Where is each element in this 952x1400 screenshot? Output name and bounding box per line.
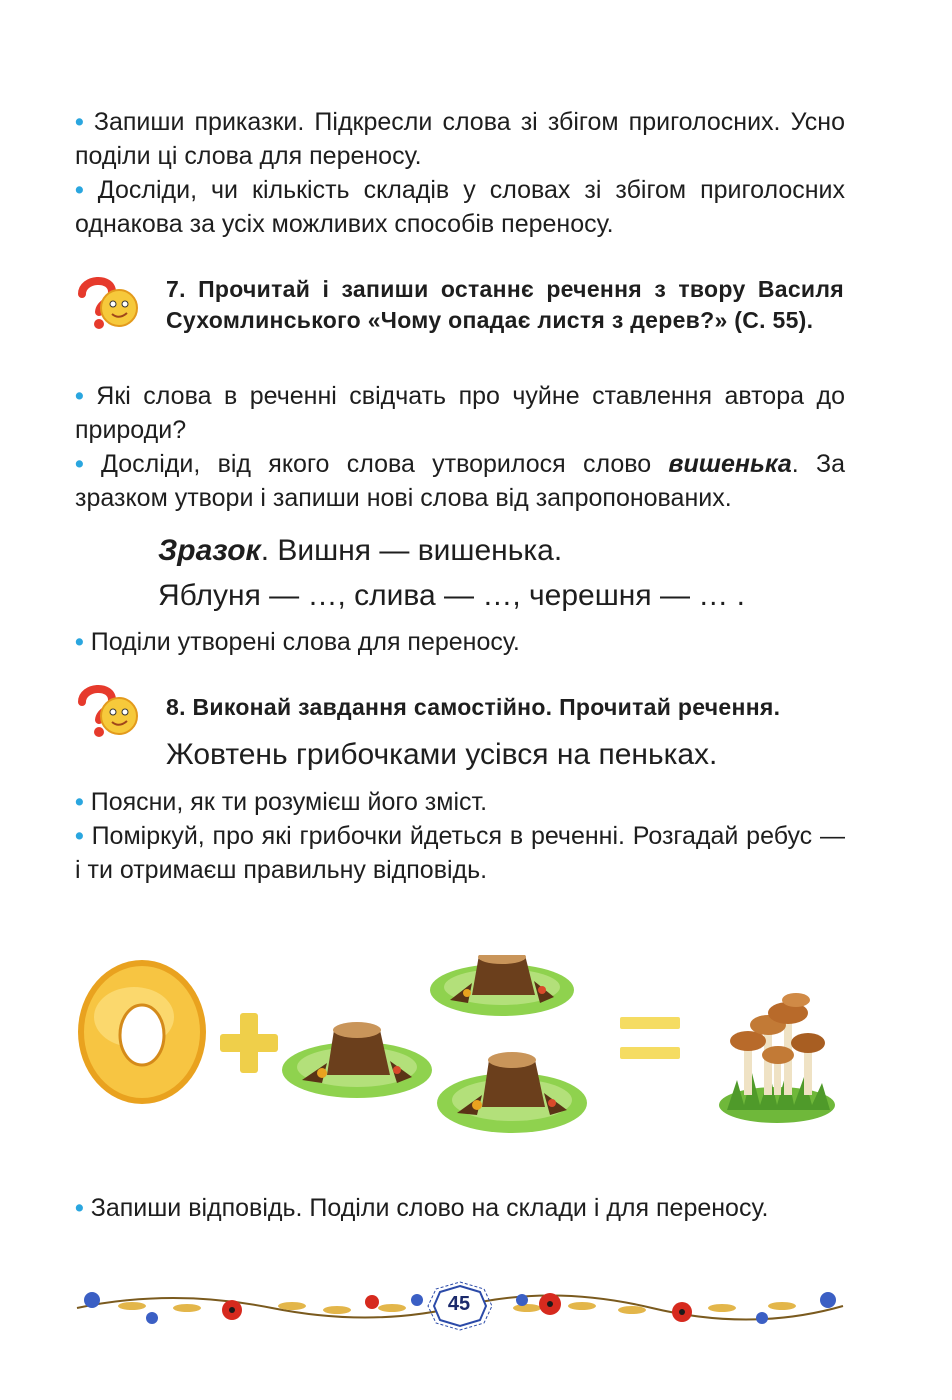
bullet: • [75, 628, 84, 656]
example-label: Зразок [158, 534, 261, 567]
example-text: . Вишня — вишенька. [260, 534, 563, 567]
plus-icon [220, 1013, 278, 1073]
task-8-question-3-text: Запиши відповідь. Поділи слово на склади і для переносу. [90, 1194, 769, 1222]
task-8-question-2-text: Поміркуй, про які грибочки йдеться в реченні. Розгадай ребус — і ти отримаєш правильну відповідь. [75, 822, 845, 884]
instruction-1 [75, 105, 845, 173]
bullet: • [75, 176, 84, 204]
task-7-question-2 [75, 447, 845, 515]
task-7-question-3-text: Поділи утворені слова для переносу. [90, 628, 520, 656]
instruction-1-text: Запиши приказки. Підкресли слова зі збігом приголосних. Усно поділи ці слова для переносу. [75, 108, 845, 170]
mushrooms-icon [719, 993, 835, 1123]
stump-icon [430, 955, 574, 1016]
task-7-question-3 [75, 625, 845, 659]
bagel-icon [78, 960, 206, 1104]
task-7-question-1 [75, 379, 845, 447]
task-8-question-2 [75, 819, 845, 887]
task-7-question-1-text: Які слова в реченні свідчать про чуйне ставлення автора до природи? [75, 382, 845, 444]
bullet: • [75, 382, 84, 410]
task-8-sentence: Жовтень грибочками усівся на пеньках. [166, 738, 718, 771]
bullet: • [75, 108, 84, 136]
rebus-picture [72, 955, 852, 1155]
task-8-heading: 8. Виконай завдання самостійно. Прочитай речення. [166, 694, 781, 720]
task-8-question-1-text: Поясни, як ти розумієш його зміст. [90, 788, 488, 816]
stump-icon [437, 1052, 587, 1133]
task-8-question-3 [75, 1191, 845, 1225]
task-7-heading: 7. Прочитай і запиши останнє речення з твору Василя Сухомлинського «Чому опадає листя з дерев?» (С. 55). [166, 276, 844, 333]
task-8-question-1 [75, 785, 845, 819]
question-smiley-icon [72, 272, 142, 334]
bullet: • [75, 1194, 84, 1222]
example-line-2: Яблуня — …, слива — …, черешня — … . [158, 579, 745, 612]
question-smiley-icon [72, 680, 142, 742]
stump-icon [282, 1022, 432, 1098]
task-7-question-2-text-end: . За зразком утвори і запиши нові слова від запропонованих. [75, 450, 845, 512]
equals-icon [620, 1017, 680, 1059]
example-line-1 [158, 529, 562, 573]
emphasized-word: вишенька [668, 450, 792, 478]
bullet: • [75, 822, 84, 850]
bullet: • [75, 788, 84, 816]
task-7-question-2-text: Досліди, від якого слова утворилося слово [101, 450, 669, 478]
instruction-2-text: Досліди, чи кількість складів у словах зі збігом приголосних однакова за усіх можливих способів переносу. [75, 176, 845, 238]
page-number: 45 [447, 1293, 471, 1315]
instruction-2 [75, 173, 845, 241]
bullet: • [75, 450, 84, 478]
